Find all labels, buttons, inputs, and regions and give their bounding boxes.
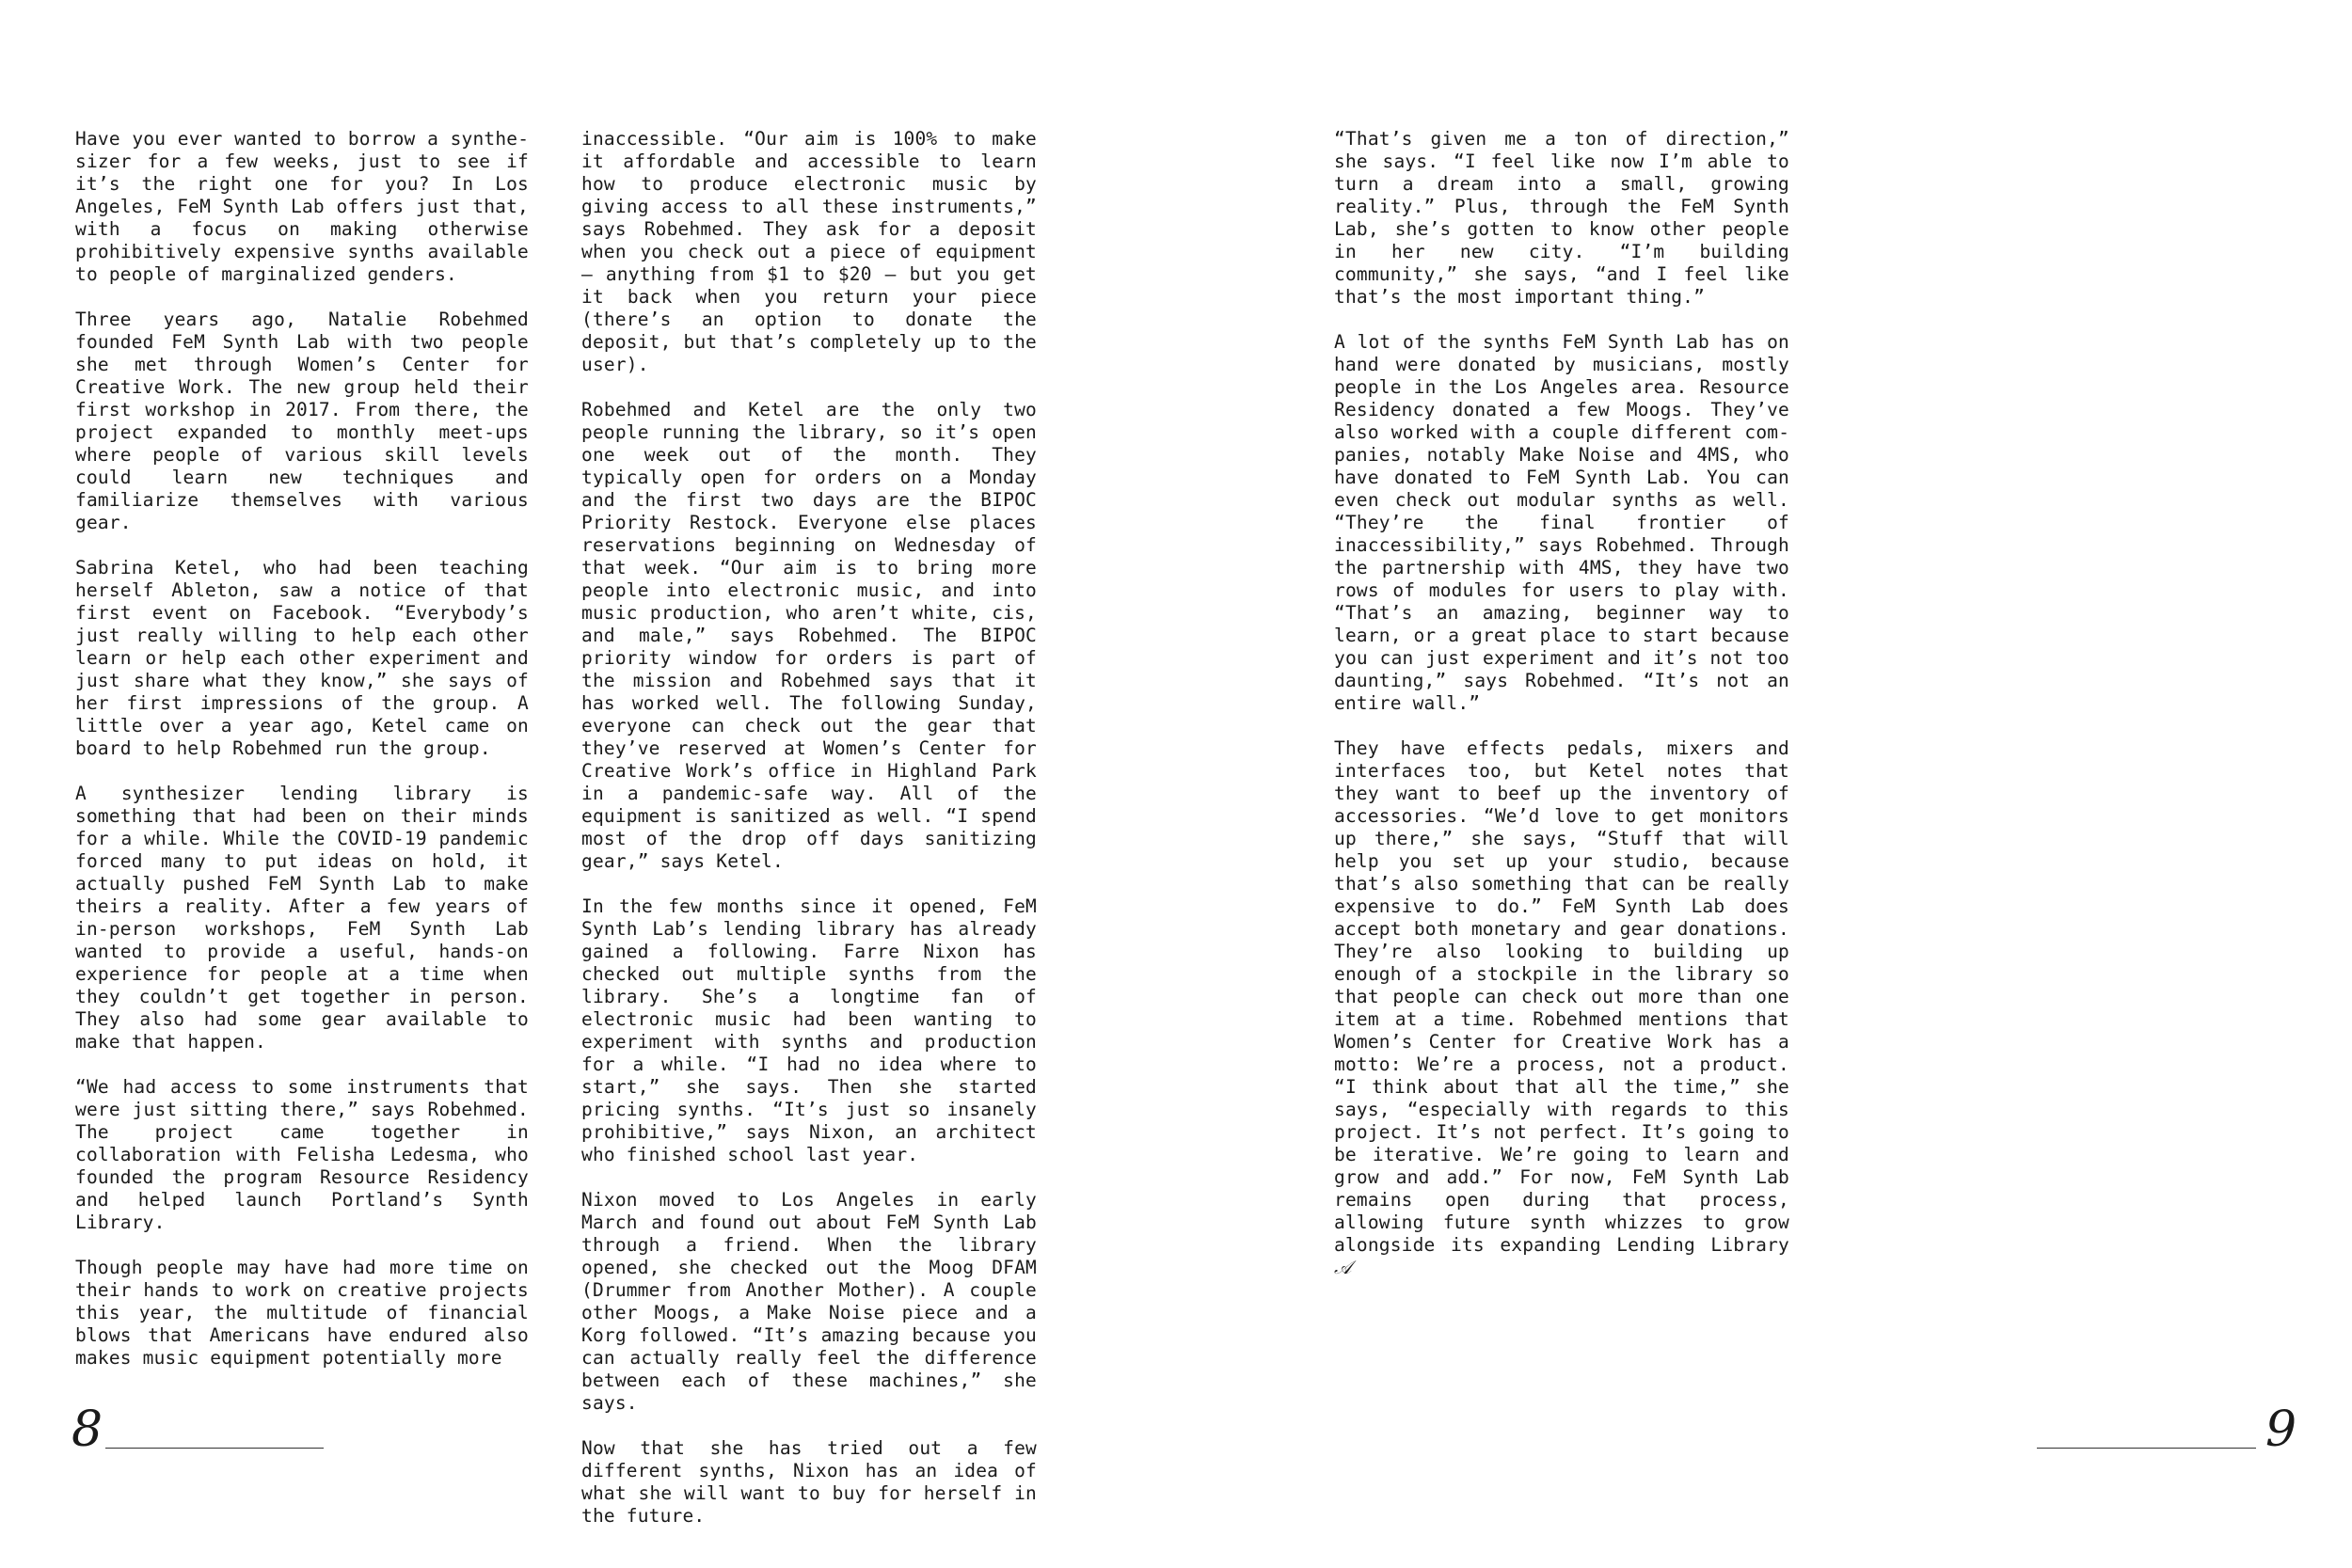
paragraph: Though people may have had more time on their hands to work on creative projects this year, the multitude of financial blows that Americans have endured also makes music equipment potentially more bbox=[75, 1257, 529, 1369]
text-column-1 bbox=[75, 128, 529, 1392]
paragraph: “We had access to some instruments that were just sitting there,” says Robehmed. The project came together in collaboration with Felisha Ledesma, who founded the program Resource Residency and helped launch Portland’s Synth Library. bbox=[75, 1076, 529, 1233]
paragraph: “That’s given me a ton of direction,” she says. “I feel like now I’m able to turn a dream into a small, growing reality.” Plus, through the FeM Synth Lab, she’s gotten to know other people in her new city. “I’m building community,” she says, “and I feel like that’s the most important thing.” bbox=[1334, 128, 1789, 308]
paragraph: Robehmed and Ketel are the only two people running the library, so it’s open one week out of the month. They typically open for orders on a Monday and the first two days are the BIPOC Priority Restock. Everyone else places reservations beginning on Wednesday of that week. “Our aim is to bring more people into electronic music, and into music production, who aren’t white, cis, and male,” says Robehmed. The BIPOC priority window for orders is part of the mission and Robehmed says that it has worked well. The following Sunday, everyone can check out the gear that they’ve reserved at Women’s Center for Creative Work’s office in Highland Park in a pandemic-safe way. All of the equipment is sanitized as well. “I spend most of the drop off days sanitizing gear,” says Ketel. bbox=[581, 399, 1037, 872]
folio-rule-left bbox=[105, 1448, 324, 1449]
paragraph: In the few months since it opened, FeM Synth Lab’s lending library has already gained a following. Farre Nixon has checked out multiple synths from the library. She’s a longtime fan of electronic music had been wanting to experiment with synths and production for a while. “I had no idea where to start,” she says. Then she started pricing synths. “It’s just so insanely prohibitive,” says Nixon, an architect who finished school last year. bbox=[581, 895, 1037, 1165]
paragraph: Three years ago, Natalie Robehmed founded FeM Synth Lab with two people she met through Women’s Center for Creative Work. The new group held their first workshop in 2017. From there, the project expanded to monthly meet-ups where people of various skill levels could learn new techniques and familiarize themselves with various gear. bbox=[75, 309, 529, 533]
page-number-left: 8 bbox=[72, 1402, 103, 1458]
paragraph: Sabrina Ketel, who had been teaching herself Ableton, saw a notice of that first event on Facebook. “Everybody’s just really willing to help each other learn or help each other experiment and just share what they know,” she says of her first impressions of the group. A little over a year ago, Ketel came on board to help Robehmed run the group. bbox=[75, 557, 529, 759]
page-number-right: 9 bbox=[2265, 1402, 2297, 1458]
paragraph: Have you ever wanted to borrow a synthesizer for a few weeks, just to see if it’s the right one for you? In Los Angeles, FeM Synth Lab offers just that, with a focus on making otherwise prohibitively expensive synths available to people of marginalized genders. bbox=[75, 128, 529, 285]
paragraph: Nixon moved to Los Angeles in early March and found out about FeM Synth Lab through a friend. When the library opened, she checked out the Moog DFAM (Drummer from Another Mother). A couple other Moogs, a Make Noise piece and a Korg followed. “It’s amazing because you can actually really feel the difference between each of these machines,” she says. bbox=[581, 1189, 1037, 1414]
text-column-2 bbox=[581, 128, 1037, 1550]
paragraph-text: They have effects pedals, mixers and interfaces too, but Ketel notes that they want to beef up the inventory of accessories. “We’d love to get monitors up there,” she says, “Stuff that will help you set up your studio, because that’s also something that can be really expensive to do.” FeM Synth Lab does accept both monetary and gear donations. They’re also looking to building up enough of a stockpile in the library so that people can check out more than one item at a time. Robehmed mentions that Women’s Center for Creative Work has a motto: We’re a process, not a product. “I think about that all the time,” she says, “especially with regards to this project. It’s not perfect. It’s going to be iterative. We’re going to learn and grow and add.” For now, FeM Synth Lab remains open during that process, allowing future synth whizzes to grow alongside its expanding Lending Library bbox=[1334, 737, 1789, 1256]
paragraph: A synthesizer lending library is something that had been on their minds for a while. While the COVID-19 pandemic forced many to put ideas on hold, it actually pushed FeM Synth Lab to make theirs a reality. After a few years of in-person workshops, FeM Synth Lab wanted to provide a useful, hands-on experience for people at a time when they couldn’t get together in person. They also had some gear available to make that happen. bbox=[75, 783, 529, 1053]
text-column-3 bbox=[1334, 128, 1789, 1302]
paragraph: inaccessible. “Our aim is 100% to make it affordable and accessible to learn how to produce electronic music by giving access to all these instruments,” says Robehmed. They ask for a deposit when you check out a piece of equipment – anything from $1 to $20 – but you get it back when you return your piece (there’s an option to donate the deposit, but that’s completely up to the user). bbox=[581, 128, 1037, 375]
paragraph: A lot of the synths FeM Synth Lab has on hand were donated by musicians, mostly people in the Los Angeles area. Resource Residency donated a few Moogs. They’ve also worked with a couple different companies, notably Make Noise and 4MS, who have donated to FeM Synth Lab. You can even check out modular synths as well. “They’re the final frontier of inaccessibility,” says Robehmed. Through the partnership with 4MS, they have two rows of modules for users to play with. “That’s an amazing, beginner way to learn, or a great place to start because you can just experiment and it’s not too daunting,” says Robehmed. “It’s not an entire wall.” bbox=[1334, 331, 1789, 714]
final-paragraph bbox=[1334, 737, 1789, 1279]
folio-rule-right bbox=[2037, 1448, 2256, 1449]
paragraph: Now that she has tried out a few different synths, Nixon has an idea of what she will want to buy for herself in the future. bbox=[581, 1437, 1037, 1527]
end-mark-icon: 𝒜 bbox=[1334, 1257, 1352, 1278]
